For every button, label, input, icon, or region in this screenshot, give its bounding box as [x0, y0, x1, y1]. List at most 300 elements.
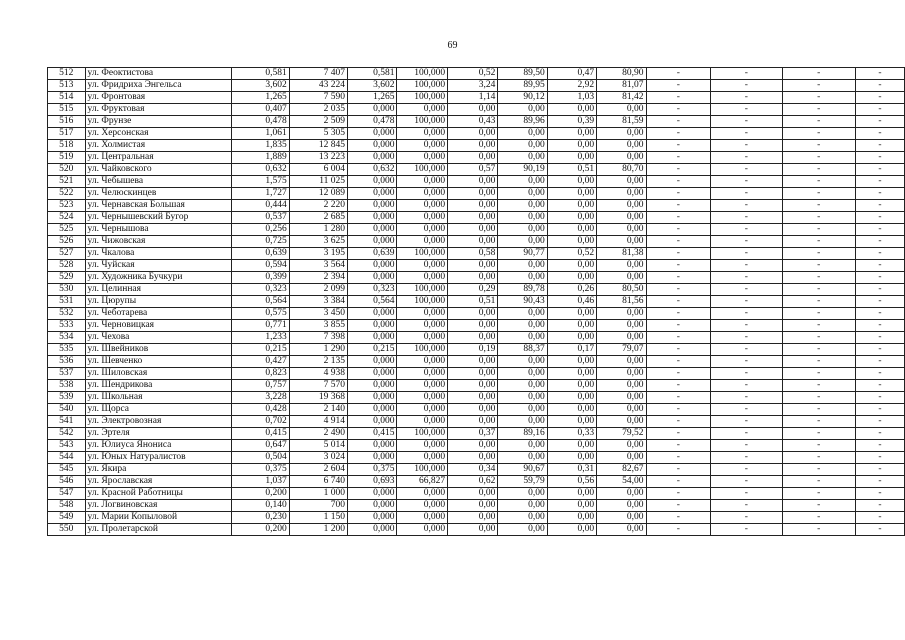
cell-col-4: 3 625 [289, 236, 347, 248]
cell-col-6: 0,000 [397, 260, 448, 272]
cell-col-3: 0,230 [231, 512, 289, 524]
cell-col-10: 0,00 [597, 404, 646, 416]
cell-col-6: 0,000 [397, 104, 448, 116]
cell-col-6: 0,000 [397, 320, 448, 332]
cell-row-number: 514 [48, 92, 86, 104]
cell-col-5: 0,000 [348, 128, 397, 140]
cell-col-9: 0,56 [547, 476, 596, 488]
cell-col-9: 0,51 [547, 164, 596, 176]
cell-col-4: 2 135 [289, 356, 347, 368]
cell-col-8: 90,12 [498, 92, 547, 104]
cell-col-9: 0,00 [547, 152, 596, 164]
cell-street-name: ул. Херсонская [85, 128, 231, 140]
table-row [48, 440, 905, 452]
cell-col-5: 0,000 [348, 188, 397, 200]
cell-col-11: - [646, 476, 711, 488]
cell-col-12: - [711, 512, 782, 524]
cell-col-14: - [855, 356, 904, 368]
cell-col-8: 0,00 [498, 212, 547, 224]
cell-street-name: ул. Пролетарской [85, 524, 231, 536]
cell-col-6: 100,000 [397, 284, 448, 296]
cell-col-4: 12 845 [289, 140, 347, 152]
cell-col-3: 0,725 [231, 236, 289, 248]
cell-row-number: 527 [48, 248, 86, 260]
cell-col-13: - [782, 140, 855, 152]
cell-col-5: 0,000 [348, 416, 397, 428]
cell-col-7: 0,00 [448, 524, 498, 536]
cell-col-10: 0,00 [597, 380, 646, 392]
cell-col-4: 7 590 [289, 92, 347, 104]
cell-col-6: 0,000 [397, 416, 448, 428]
cell-col-6: 0,000 [397, 404, 448, 416]
cell-street-name: ул. Ярославская [85, 476, 231, 488]
cell-col-12: - [711, 116, 782, 128]
cell-col-14: - [855, 524, 904, 536]
cell-col-6: 0,000 [397, 524, 448, 536]
cell-col-10: 81,38 [597, 248, 646, 260]
cell-street-name: ул. Чехова [85, 332, 231, 344]
cell-col-13: - [782, 116, 855, 128]
cell-col-14: - [855, 128, 904, 140]
cell-col-4: 3 855 [289, 320, 347, 332]
cell-col-3: 0,427 [231, 356, 289, 368]
cell-row-number: 537 [48, 368, 86, 380]
cell-col-4: 13 223 [289, 152, 347, 164]
cell-col-3: 0,632 [231, 164, 289, 176]
cell-col-12: - [711, 188, 782, 200]
cell-street-name: ул. Чижовская [85, 236, 231, 248]
cell-col-11: - [646, 212, 711, 224]
cell-col-13: - [782, 224, 855, 236]
cell-col-6: 100,000 [397, 428, 448, 440]
cell-col-8: 89,50 [498, 68, 547, 80]
cell-row-number: 516 [48, 116, 86, 128]
cell-col-6: 0,000 [397, 488, 448, 500]
cell-col-14: - [855, 512, 904, 524]
cell-col-13: - [782, 152, 855, 164]
cell-street-name: ул. Эртеля [85, 428, 231, 440]
cell-col-14: - [855, 104, 904, 116]
cell-col-14: - [855, 92, 904, 104]
cell-col-12: - [711, 236, 782, 248]
cell-row-number: 517 [48, 128, 86, 140]
cell-col-11: - [646, 344, 711, 356]
table-row [48, 404, 905, 416]
cell-col-8: 0,00 [498, 272, 547, 284]
cell-col-9: 0,00 [547, 392, 596, 404]
cell-col-8: 88,37 [498, 344, 547, 356]
cell-col-14: - [855, 488, 904, 500]
cell-col-14: - [855, 164, 904, 176]
cell-col-12: - [711, 524, 782, 536]
cell-col-7: 0,00 [448, 272, 498, 284]
cell-col-5: 0,000 [348, 356, 397, 368]
cell-col-13: - [782, 440, 855, 452]
cell-street-name: ул. Фруктовая [85, 104, 231, 116]
cell-col-10: 0,00 [597, 320, 646, 332]
cell-col-9: 0,00 [547, 176, 596, 188]
cell-col-12: - [711, 308, 782, 320]
cell-street-name: ул. Чебышева [85, 176, 231, 188]
cell-col-5: 3,602 [348, 80, 397, 92]
table-row [48, 356, 905, 368]
cell-col-5: 0,000 [348, 452, 397, 464]
cell-col-13: - [782, 404, 855, 416]
cell-col-5: 0,000 [348, 392, 397, 404]
cell-col-5: 0,000 [348, 524, 397, 536]
cell-col-8: 0,00 [498, 404, 547, 416]
cell-col-6: 0,000 [397, 224, 448, 236]
table-row [48, 236, 905, 248]
cell-row-number: 547 [48, 488, 86, 500]
cell-col-13: - [782, 452, 855, 464]
cell-col-5: 0,000 [348, 260, 397, 272]
cell-col-9: 0,00 [547, 440, 596, 452]
cell-col-13: - [782, 512, 855, 524]
cell-street-name: ул. Феоктистова [85, 68, 231, 80]
cell-col-11: - [646, 152, 711, 164]
cell-col-10: 0,00 [597, 224, 646, 236]
cell-street-name: ул. Чеботарева [85, 308, 231, 320]
cell-col-7: 0,00 [448, 224, 498, 236]
cell-col-14: - [855, 140, 904, 152]
cell-col-13: - [782, 188, 855, 200]
cell-col-8: 90,77 [498, 248, 547, 260]
cell-col-4: 2 490 [289, 428, 347, 440]
cell-col-3: 1,265 [231, 92, 289, 104]
cell-col-14: - [855, 176, 904, 188]
cell-col-4: 4 914 [289, 416, 347, 428]
cell-col-14: - [855, 428, 904, 440]
cell-col-3: 0,537 [231, 212, 289, 224]
cell-col-7: 0,00 [448, 512, 498, 524]
cell-col-9: 0,00 [547, 140, 596, 152]
cell-col-3: 0,428 [231, 404, 289, 416]
cell-col-5: 0,000 [348, 272, 397, 284]
cell-col-14: - [855, 476, 904, 488]
table-row [48, 392, 905, 404]
cell-col-7: 0,00 [448, 200, 498, 212]
table-row [48, 104, 905, 116]
cell-col-9: 0,00 [547, 524, 596, 536]
cell-col-11: - [646, 104, 711, 116]
cell-col-11: - [646, 320, 711, 332]
cell-col-5: 0,478 [348, 116, 397, 128]
cell-col-14: - [855, 248, 904, 260]
cell-col-10: 0,00 [597, 260, 646, 272]
cell-col-14: - [855, 80, 904, 92]
cell-row-number: 525 [48, 224, 86, 236]
cell-col-8: 89,96 [498, 116, 547, 128]
cell-row-number: 534 [48, 332, 86, 344]
cell-col-13: - [782, 176, 855, 188]
table-row [48, 512, 905, 524]
cell-col-4: 2 140 [289, 404, 347, 416]
cell-col-5: 0,000 [348, 104, 397, 116]
cell-col-7: 0,00 [448, 332, 498, 344]
cell-col-9: 0,00 [547, 104, 596, 116]
cell-col-13: - [782, 380, 855, 392]
cell-col-10: 0,00 [597, 308, 646, 320]
cell-col-9: 0,00 [547, 368, 596, 380]
cell-street-name: ул. Черновицкая [85, 320, 231, 332]
cell-col-11: - [646, 296, 711, 308]
cell-col-8: 0,00 [498, 512, 547, 524]
cell-col-10: 81,59 [597, 116, 646, 128]
table-row [48, 272, 905, 284]
cell-col-12: - [711, 404, 782, 416]
cell-col-4: 1 290 [289, 344, 347, 356]
cell-col-11: - [646, 452, 711, 464]
cell-col-10: 0,00 [597, 236, 646, 248]
cell-col-14: - [855, 200, 904, 212]
cell-col-11: - [646, 260, 711, 272]
cell-col-4: 2 394 [289, 272, 347, 284]
cell-col-3: 0,256 [231, 224, 289, 236]
table-row [48, 344, 905, 356]
cell-col-14: - [855, 212, 904, 224]
cell-col-3: 0,215 [231, 344, 289, 356]
cell-col-6: 0,000 [397, 308, 448, 320]
cell-col-9: 0,00 [547, 236, 596, 248]
cell-col-4: 1 280 [289, 224, 347, 236]
cell-col-11: - [646, 116, 711, 128]
cell-col-12: - [711, 164, 782, 176]
cell-col-6: 100,000 [397, 164, 448, 176]
page-number: 69 [447, 40, 458, 51]
cell-col-8: 89,78 [498, 284, 547, 296]
cell-col-9: 0,00 [547, 500, 596, 512]
cell-col-14: - [855, 272, 904, 284]
cell-col-3: 0,771 [231, 320, 289, 332]
cell-col-4: 2 685 [289, 212, 347, 224]
cell-col-12: - [711, 488, 782, 500]
cell-col-6: 100,000 [397, 68, 448, 80]
table-row [48, 488, 905, 500]
cell-col-6: 0,000 [397, 380, 448, 392]
cell-street-name: ул. Школьная [85, 392, 231, 404]
cell-col-9: 0,00 [547, 416, 596, 428]
cell-col-12: - [711, 260, 782, 272]
table-row [48, 140, 905, 152]
cell-col-13: - [782, 524, 855, 536]
cell-col-14: - [855, 308, 904, 320]
cell-row-number: 546 [48, 476, 86, 488]
table-row [48, 308, 905, 320]
cell-col-4: 7 398 [289, 332, 347, 344]
cell-col-9: 0,46 [547, 296, 596, 308]
cell-street-name: ул. Шендрикова [85, 380, 231, 392]
table-row [48, 380, 905, 392]
cell-col-8: 0,00 [498, 188, 547, 200]
cell-col-14: - [855, 500, 904, 512]
cell-col-12: - [711, 248, 782, 260]
cell-col-8: 89,95 [498, 80, 547, 92]
cell-col-14: - [855, 284, 904, 296]
cell-col-12: - [711, 92, 782, 104]
cell-street-name: ул. Электровозная [85, 416, 231, 428]
cell-col-11: - [646, 284, 711, 296]
cell-col-12: - [711, 224, 782, 236]
cell-col-6: 100,000 [397, 248, 448, 260]
cell-row-number: 529 [48, 272, 86, 284]
cell-col-8: 90,19 [498, 164, 547, 176]
cell-col-10: 0,00 [597, 488, 646, 500]
cell-col-8: 0,00 [498, 200, 547, 212]
cell-row-number: 540 [48, 404, 86, 416]
cell-col-4: 7 407 [289, 68, 347, 80]
cell-col-7: 0,00 [448, 320, 498, 332]
cell-col-10: 79,07 [597, 344, 646, 356]
cell-col-10: 0,00 [597, 176, 646, 188]
cell-col-7: 0,00 [448, 188, 498, 200]
cell-col-13: - [782, 356, 855, 368]
cell-col-11: - [646, 308, 711, 320]
cell-col-8: 0,00 [498, 332, 547, 344]
cell-col-3: 1,037 [231, 476, 289, 488]
cell-col-7: 0,00 [448, 452, 498, 464]
cell-row-number: 523 [48, 200, 86, 212]
cell-col-14: - [855, 320, 904, 332]
cell-col-4: 3 024 [289, 452, 347, 464]
cell-col-3: 0,415 [231, 428, 289, 440]
cell-col-7: 1,14 [448, 92, 498, 104]
cell-col-3: 0,823 [231, 368, 289, 380]
table-row [48, 80, 905, 92]
table-row [48, 116, 905, 128]
cell-col-7: 0,00 [448, 440, 498, 452]
cell-col-9: 0,33 [547, 428, 596, 440]
cell-row-number: 512 [48, 68, 86, 80]
cell-col-14: - [855, 224, 904, 236]
cell-col-12: - [711, 272, 782, 284]
cell-col-5: 0,000 [348, 224, 397, 236]
cell-col-12: - [711, 380, 782, 392]
cell-col-11: - [646, 164, 711, 176]
table-row [48, 248, 905, 260]
cell-col-11: - [646, 248, 711, 260]
cell-col-4: 1 000 [289, 488, 347, 500]
cell-col-3: 0,323 [231, 284, 289, 296]
cell-col-3: 0,407 [231, 104, 289, 116]
cell-col-9: 0,39 [547, 116, 596, 128]
cell-col-9: 0,00 [547, 200, 596, 212]
cell-col-12: - [711, 464, 782, 476]
table-row [48, 284, 905, 296]
cell-col-6: 0,000 [397, 188, 448, 200]
cell-col-7: 0,00 [448, 104, 498, 116]
cell-col-14: - [855, 152, 904, 164]
cell-col-13: - [782, 416, 855, 428]
cell-col-13: - [782, 272, 855, 284]
cell-col-5: 0,000 [348, 176, 397, 188]
cell-col-11: - [646, 80, 711, 92]
cell-col-9: 0,00 [547, 308, 596, 320]
cell-row-number: 542 [48, 428, 86, 440]
cell-col-9: 0,00 [547, 188, 596, 200]
cell-col-14: - [855, 296, 904, 308]
cell-col-8: 90,67 [498, 464, 547, 476]
cell-col-5: 0,000 [348, 380, 397, 392]
cell-col-4: 6 004 [289, 164, 347, 176]
cell-col-3: 0,444 [231, 200, 289, 212]
cell-col-10: 79,52 [597, 428, 646, 440]
cell-row-number: 518 [48, 140, 86, 152]
cell-row-number: 535 [48, 344, 86, 356]
cell-col-4: 12 089 [289, 188, 347, 200]
table-row [48, 212, 905, 224]
cell-street-name: ул. Чернавская Большая [85, 200, 231, 212]
cell-col-4: 1 200 [289, 524, 347, 536]
cell-col-6: 100,000 [397, 116, 448, 128]
table-row [48, 320, 905, 332]
cell-col-6: 0,000 [397, 368, 448, 380]
cell-col-11: - [646, 236, 711, 248]
cell-col-4: 1 150 [289, 512, 347, 524]
cell-street-name: ул. Фронтовая [85, 92, 231, 104]
cell-street-name: ул. Центральная [85, 152, 231, 164]
cell-col-8: 0,00 [498, 128, 547, 140]
cell-col-10: 0,00 [597, 500, 646, 512]
cell-col-6: 0,000 [397, 236, 448, 248]
table-row [48, 224, 905, 236]
cell-col-12: - [711, 152, 782, 164]
cell-col-10: 81,56 [597, 296, 646, 308]
cell-col-5: 0,000 [348, 488, 397, 500]
cell-col-9: 1,03 [547, 92, 596, 104]
cell-col-6: 0,000 [397, 392, 448, 404]
cell-col-12: - [711, 284, 782, 296]
cell-col-13: - [782, 92, 855, 104]
cell-col-3: 0,594 [231, 260, 289, 272]
cell-col-13: - [782, 296, 855, 308]
cell-col-3: 0,575 [231, 308, 289, 320]
cell-col-8: 0,00 [498, 440, 547, 452]
cell-col-7: 3,24 [448, 80, 498, 92]
cell-col-8: 0,00 [498, 104, 547, 116]
cell-col-5: 0,632 [348, 164, 397, 176]
cell-col-13: - [782, 104, 855, 116]
cell-col-3: 0,504 [231, 452, 289, 464]
cell-col-8: 0,00 [498, 152, 547, 164]
cell-col-13: - [782, 392, 855, 404]
cell-col-14: - [855, 452, 904, 464]
cell-col-10: 0,00 [597, 440, 646, 452]
cell-col-7: 0,00 [448, 176, 498, 188]
cell-col-13: - [782, 236, 855, 248]
cell-col-10: 82,67 [597, 464, 646, 476]
cell-col-4: 11 025 [289, 176, 347, 188]
cell-col-11: - [646, 128, 711, 140]
cell-col-11: - [646, 224, 711, 236]
cell-col-11: - [646, 272, 711, 284]
cell-street-name: ул. Художника Бучкури [85, 272, 231, 284]
cell-street-name: ул. Юных Натуралистов [85, 452, 231, 464]
cell-street-name: ул. Челюскинцев [85, 188, 231, 200]
cell-col-4: 6 740 [289, 476, 347, 488]
cell-col-9: 0,00 [547, 488, 596, 500]
cell-col-8: 0,00 [498, 392, 547, 404]
cell-street-name: ул. Чуйская [85, 260, 231, 272]
cell-col-4: 5 014 [289, 440, 347, 452]
cell-row-number: 533 [48, 320, 86, 332]
cell-col-10: 0,00 [597, 200, 646, 212]
cell-col-7: 0,58 [448, 248, 498, 260]
table-row [48, 152, 905, 164]
cell-col-4: 2 035 [289, 104, 347, 116]
cell-street-name: ул. Чернышевский Бугор [85, 212, 231, 224]
table-row [48, 332, 905, 344]
